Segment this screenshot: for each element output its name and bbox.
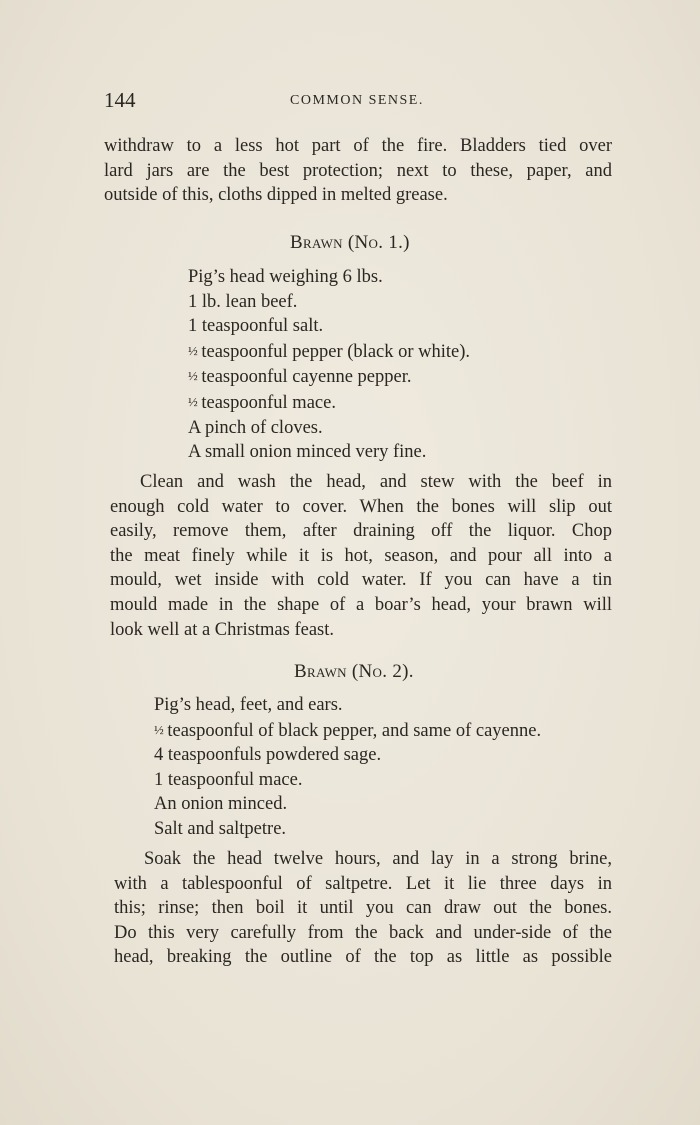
ingredient-item: Salt and saltpetre.: [154, 818, 287, 839]
text-line: look well at a Christmas feast.: [110, 619, 335, 640]
ingredient-item: An onion minced.: [154, 794, 288, 815]
text-line: with a tablespoonful of saltpetre. Let it lie three days in: [114, 873, 612, 894]
text-line: this; rinse; then boil it until you can draw out the bones.: [114, 898, 612, 919]
page-header: [104, 88, 624, 118]
page-number: 144: [104, 88, 136, 112]
text-line: Clean and wash the head, and stew with the beef in: [140, 472, 612, 492]
ingredient-list-brawn-1: [188, 265, 470, 465]
ingredient-item: ½ teaspoonful cayenne pepper.: [188, 367, 412, 388]
fraction-glyph: ½: [188, 393, 197, 409]
ingredient-item: ½ teaspoonful pepper (black or white).: [188, 341, 471, 362]
text-line: mould made in the shape of a boar’s head, your brawn will: [110, 594, 612, 615]
running-head: COMMON SENSE.: [290, 93, 424, 108]
ingredient-item: 1 lb. lean beef.: [188, 291, 298, 312]
ingredient-item: Pig’s head weighing 6 lbs.: [188, 267, 383, 287]
ingredient-item: ½ teaspoonful mace.: [188, 392, 336, 413]
ingredient-item: Pig’s head, feet, and ears.: [154, 695, 343, 715]
directions-brawn-2: [114, 847, 612, 970]
text-line: head, breaking the outline of the top as little as possible: [114, 947, 612, 968]
ingredient-item: 4 teaspoonfuls powdered sage.: [154, 745, 382, 766]
ingredient-list-brawn-2: [154, 693, 541, 842]
ingredient-item: A small onion minced very fine.: [188, 442, 427, 463]
fraction-glyph: ½: [154, 721, 163, 737]
ingredient-item: 1 teaspoonful mace.: [154, 769, 303, 790]
text-line: Soak the head twelve hours, and lay in a strong brine,: [144, 849, 612, 869]
text-line: Do this very carefully from the back and under-side of the: [114, 922, 612, 943]
intro-paragraph: [104, 134, 612, 208]
text-line: lard jars are the best protection; next to these, paper, and: [104, 160, 612, 181]
text-line: outside of this, cloths dipped in melted grease.: [104, 185, 448, 206]
fraction-glyph: ½: [188, 368, 197, 384]
text-line: mould, wet inside with cold water. If you can have a tin: [110, 570, 612, 591]
fraction-glyph: ½: [188, 342, 197, 358]
text-line: the meat finely while it is hot, season, and pour all into a: [110, 545, 612, 566]
text-line: easily, remove them, after draining off the liquor. Chop: [110, 521, 612, 542]
text-line: enough cold water to cover. When the bones will slip out: [110, 496, 612, 517]
text-line: withdraw to a less hot part of the fire. Bladders tied over: [104, 136, 612, 156]
ingredient-item: A pinch of cloves.: [188, 417, 323, 438]
recipe-title-brawn-1: Brawn (No. 1.): [290, 232, 410, 253]
ingredient-item: 1 teaspoonful salt.: [188, 316, 324, 337]
ingredient-item: ½ teaspoonful of black pepper, and same of cayenne.: [154, 720, 542, 741]
recipe-title-brawn-2: Brawn (No. 2).: [294, 661, 414, 682]
directions-brawn-1: [110, 470, 612, 642]
